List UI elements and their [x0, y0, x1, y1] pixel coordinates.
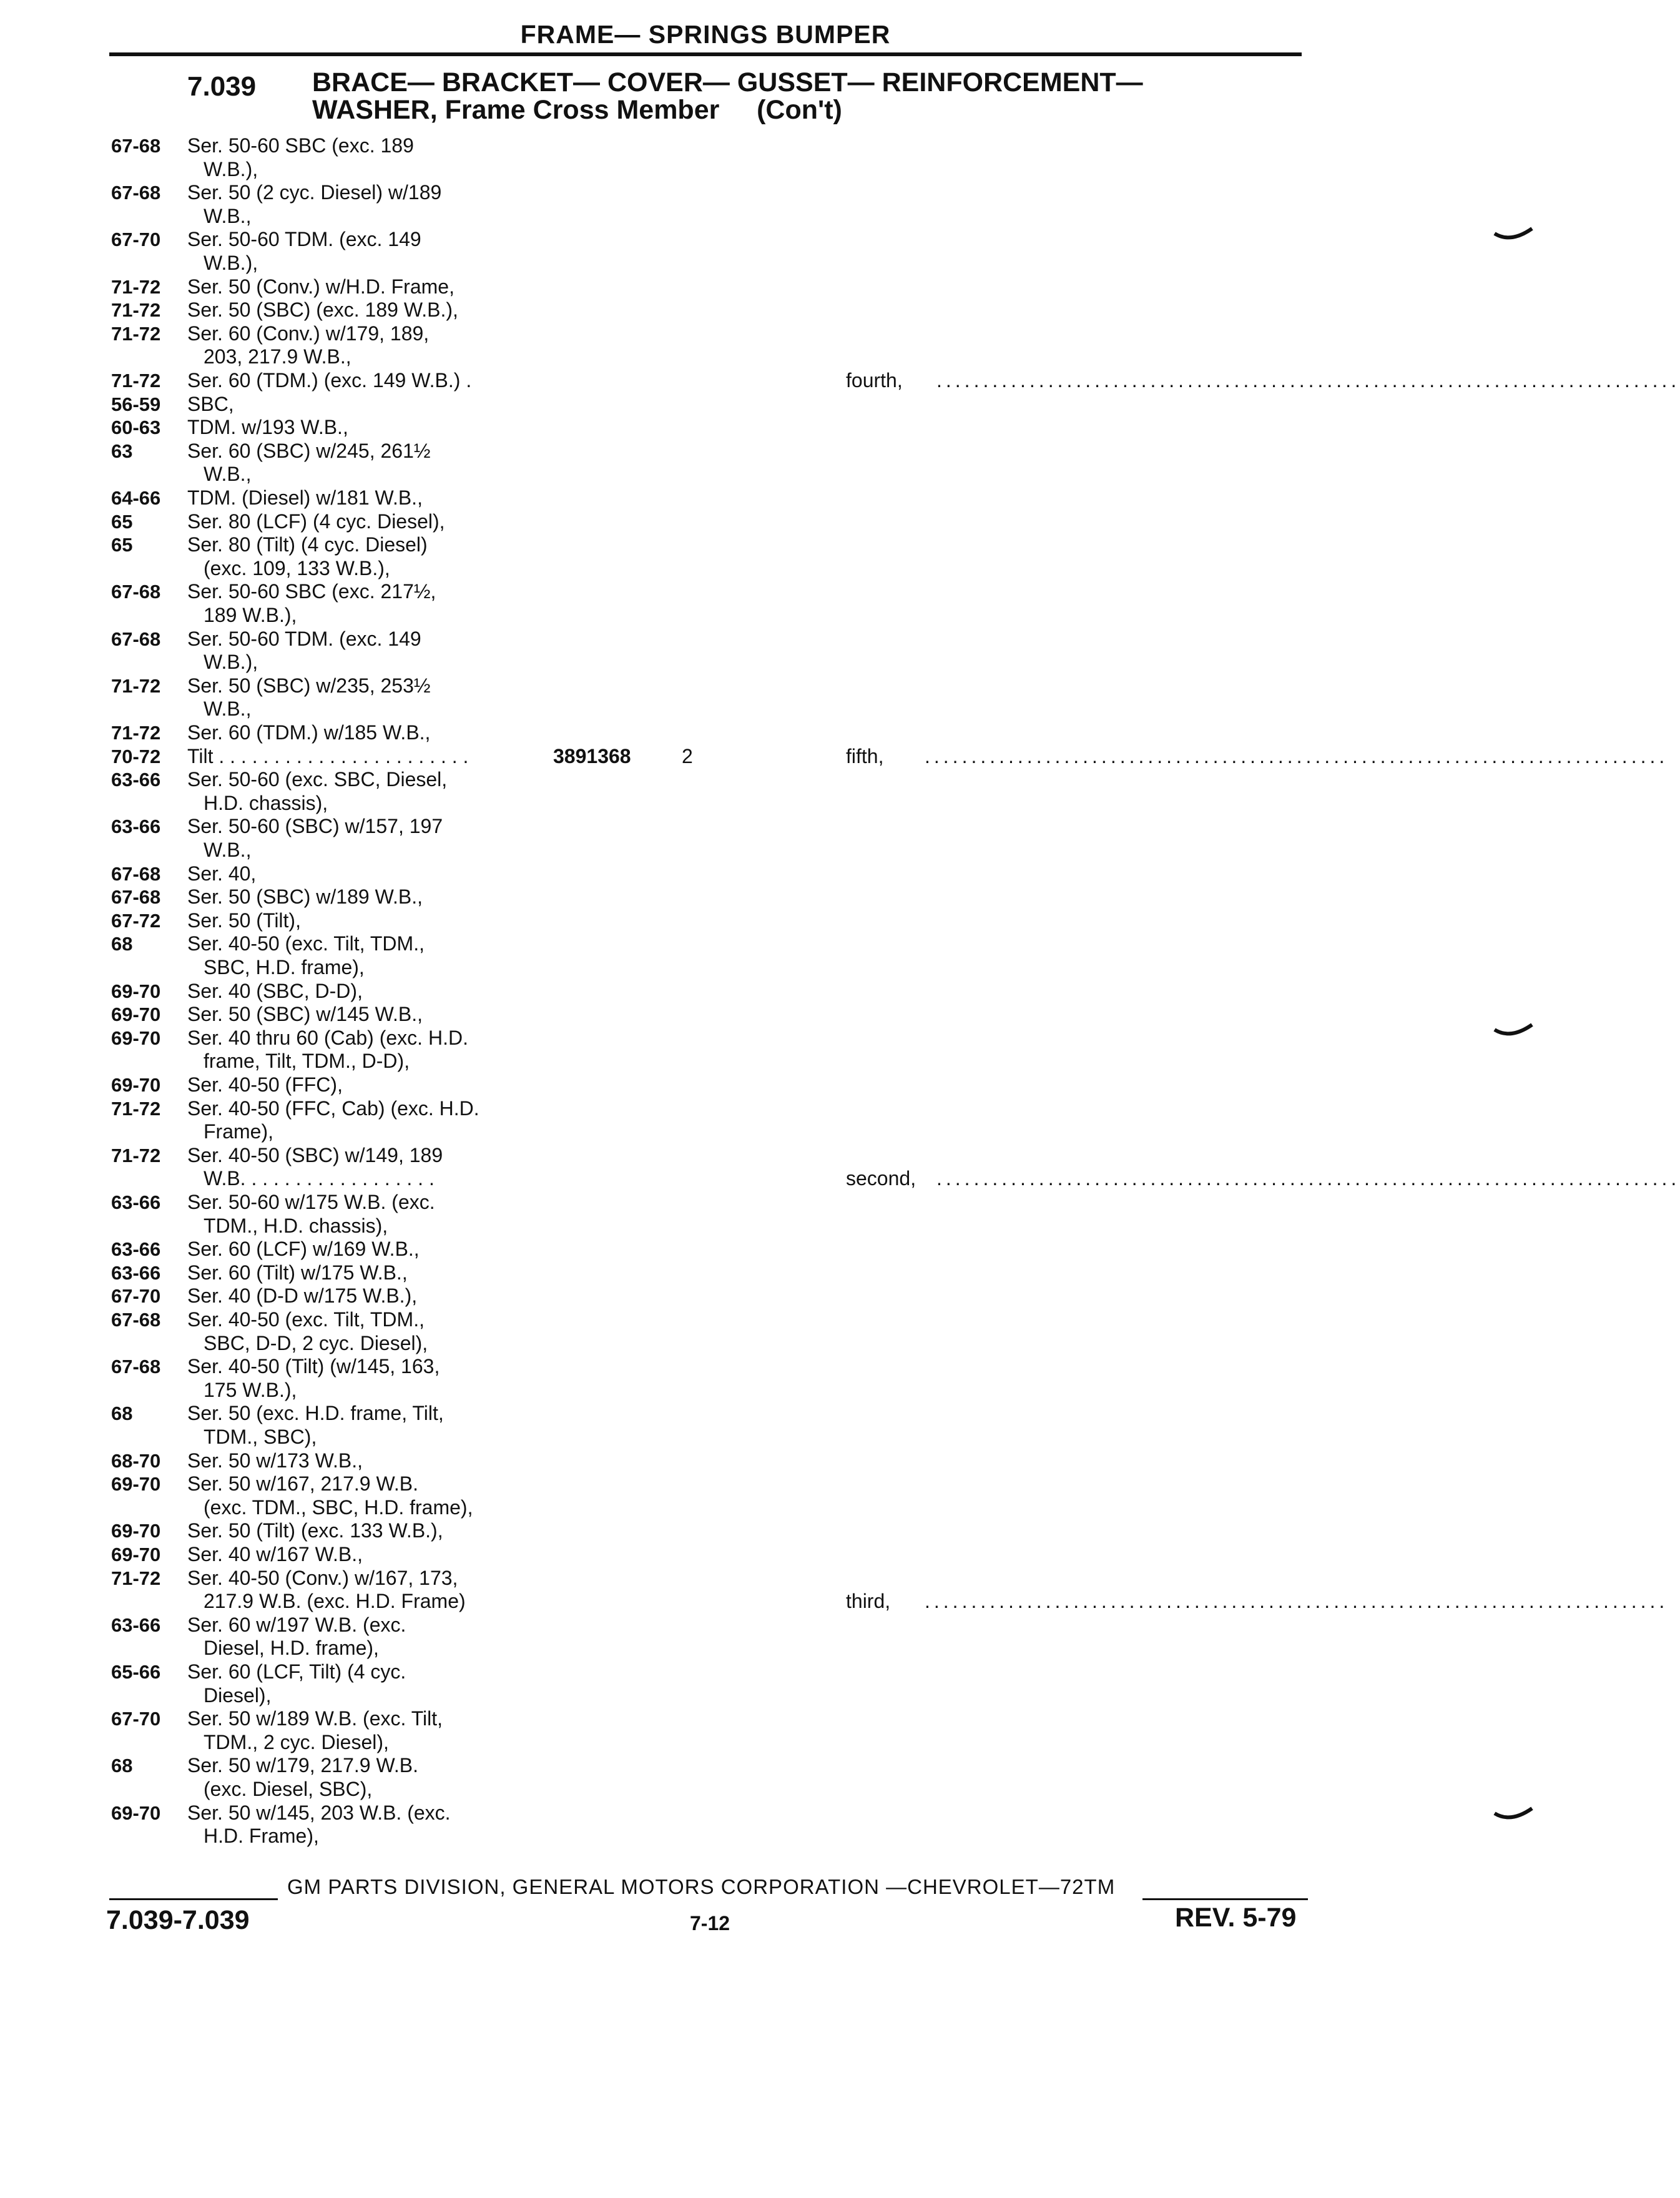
application-text: Ser. 40-50 (FFC), [187, 1073, 343, 1096]
application-text: Ser. 50 (Tilt) (exc. 133 W.B.), [187, 1519, 443, 1542]
list-item [0, 205, 1578, 228]
section-title-line2: WASHER, Frame Cross Member (Con't) [312, 95, 842, 125]
application-text: Ser. 40-50 (exc. Tilt, TDM., [187, 932, 425, 955]
list-item [0, 1426, 1578, 1449]
application-text: TDM., SBC), [204, 1426, 317, 1448]
list-item [0, 792, 1578, 815]
list-item [0, 134, 1578, 157]
application-text: Ser. 50-60 (exc. SBC, Diesel, [187, 768, 448, 791]
list-item [0, 1754, 1578, 1777]
application-text: Ser. 40, [187, 862, 257, 885]
part-number: 3891368 [553, 745, 631, 767]
application-text: Ser. 50 (SBC) w/145 W.B., [187, 1003, 423, 1025]
application-text: Ser. 40 (D-D w/175 W.B.), [187, 1284, 418, 1307]
application-text: Ser. 50-60 (SBC) w/157, 197 [187, 815, 443, 837]
application-text: Ser. 60 (Conv.) w/179, 189, [187, 322, 430, 345]
list-item [0, 580, 1578, 603]
list-item [0, 1684, 1578, 1707]
leader-dots: ................................................................................ [925, 1590, 1669, 1612]
application-text: Ser. 40-50 (exc. Tilt, TDM., [187, 1308, 425, 1331]
list-item [0, 721, 1578, 744]
application-text: Diesel), [204, 1684, 272, 1707]
list-item [0, 885, 1578, 909]
list-item [0, 369, 1680, 392]
application-text: Ser. 60 (SBC) w/245, 261½ [187, 440, 431, 462]
list-item [0, 393, 1578, 416]
leader-dots: ................................................................................ [925, 745, 1669, 767]
list-item [0, 322, 1578, 345]
model-years: 63-66 [111, 816, 161, 837]
binder-tick-mark [1492, 225, 1536, 250]
position-label: second, [846, 1167, 916, 1190]
model-years: 71-72 [111, 276, 161, 298]
list-item [0, 909, 1578, 932]
list-item [0, 1731, 1578, 1754]
list-item [0, 1637, 1578, 1660]
list-item [0, 1238, 1578, 1261]
application-text: Ser. 80 (Tilt) (4 cyc. Diesel) [187, 533, 428, 556]
application-text: W.B., [204, 839, 252, 861]
application-text: TDM. (Diesel) w/181 W.B., [187, 486, 423, 509]
list-item [0, 1167, 1680, 1190]
list-item [0, 628, 1578, 651]
model-years: 69-70 [111, 980, 161, 1002]
binder-tick-mark [1492, 1021, 1536, 1046]
list-item [0, 557, 1578, 580]
list-item [0, 1097, 1578, 1120]
position-label: third, [846, 1590, 891, 1612]
application-text: Ser. 40-50 (SBC) w/149, 189 [187, 1144, 443, 1166]
list-item [0, 1144, 1578, 1167]
list-item [0, 862, 1578, 885]
list-item [0, 1590, 1669, 1613]
model-years: 69-70 [111, 1074, 161, 1096]
application-text: Ser. 40 thru 60 (Cab) (exc. H.D. [187, 1027, 468, 1049]
list-item [0, 1402, 1578, 1425]
list-item [0, 1543, 1578, 1566]
list-item [0, 1379, 1578, 1402]
model-years: 67-68 [111, 1356, 161, 1377]
list-item [0, 768, 1578, 791]
list-item [0, 1825, 1578, 1848]
application-text: 189 W.B.), [204, 604, 297, 626]
list-item [0, 697, 1578, 721]
application-text: Diesel, H.D. frame), [204, 1637, 379, 1659]
footer-revision: REV. 5-79 [1175, 1903, 1297, 1933]
application-text: Ser. 50-60 TDM. (exc. 149 [187, 228, 421, 250]
list-item [0, 158, 1578, 181]
application-text: Ser. 40-50 (Tilt) (w/145, 163, [187, 1355, 440, 1377]
list-item [0, 533, 1578, 556]
application-text: TDM., H.D. chassis), [204, 1215, 388, 1237]
list-item [0, 956, 1578, 979]
list-item [0, 463, 1578, 486]
application-text: Ser. 50-60 w/175 W.B. (exc. [187, 1191, 435, 1213]
model-years: 65-66 [111, 1661, 161, 1683]
leader-dots: ................................................................................ [936, 1167, 1680, 1190]
application-text: Ser. 50 w/145, 203 W.B. (exc. [187, 1801, 451, 1824]
model-years: 63-66 [111, 1614, 161, 1636]
model-years: 56-59 [111, 393, 161, 415]
model-years: 67-70 [111, 1285, 161, 1307]
application-text: Ser. 60 (TDM.) w/185 W.B., [187, 721, 431, 744]
list-item [0, 1778, 1578, 1801]
application-text: Ser. 50 w/173 W.B., [187, 1449, 363, 1472]
model-years: 71-72 [111, 722, 161, 744]
model-years: 65 [111, 534, 133, 556]
application-text: Ser. 50 w/167, 217.9 W.B. [187, 1472, 418, 1495]
model-years: 71-72 [111, 299, 161, 321]
application-text: Ser. 50 (exc. H.D. frame, Tilt, [187, 1402, 444, 1424]
list-item [0, 815, 1578, 838]
application-text: Ser. 40 (SBC, D-D), [187, 980, 363, 1002]
application-text: H.D. chassis), [204, 792, 328, 814]
application-text: Ser. 60 (TDM.) (exc. 149 W.B.) . [187, 369, 472, 392]
list-item [0, 1614, 1578, 1637]
list-item [0, 980, 1578, 1003]
leader-dots: ................................................................................ [936, 369, 1680, 392]
list-item [0, 1355, 1578, 1378]
list-item [0, 1801, 1578, 1825]
binder-tick-mark [1492, 1805, 1536, 1830]
model-years: 71-72 [111, 675, 161, 697]
application-text: Frame), [204, 1120, 273, 1143]
model-years: 71-72 [111, 323, 161, 345]
application-text: Ser. 50 w/189 W.B. (exc. Tilt, [187, 1707, 443, 1730]
application-text: Ser. 50-60 SBC (exc. 189 [187, 134, 414, 157]
model-years: 68 [111, 933, 133, 955]
model-years: 67-68 [111, 135, 161, 157]
model-years: 69-70 [111, 1520, 161, 1542]
model-years: 71-72 [111, 370, 161, 392]
list-item [0, 1472, 1578, 1496]
application-text: Ser. 50 w/179, 217.9 W.B. [187, 1754, 418, 1777]
application-text: Ser. 50 (2 cyc. Diesel) w/189 [187, 181, 442, 204]
model-years: 63 [111, 440, 133, 462]
application-text: 217.9 W.B. (exc. H.D. Frame) [204, 1590, 466, 1612]
application-text: Ser. 60 (LCF) w/169 W.B., [187, 1238, 420, 1260]
list-item [0, 510, 1578, 533]
position-label: fifth, [846, 745, 884, 767]
model-years: 69-70 [111, 1802, 161, 1824]
list-item [0, 1519, 1578, 1542]
model-years: 60-63 [111, 416, 161, 438]
list-item [0, 1073, 1578, 1097]
application-text: W.B., [204, 463, 252, 485]
application-text: Ser. 40 w/167 W.B., [187, 1543, 363, 1565]
application-text: Ser. 80 (LCF) (4 cyc. Diesel), [187, 510, 445, 533]
model-years: 63-66 [111, 1262, 161, 1284]
application-text: Ser. 50 (SBC) (exc. 189 W.B.), [187, 298, 458, 321]
model-years: 69-70 [111, 1027, 161, 1049]
model-years: 65 [111, 511, 133, 533]
model-years: 67-70 [111, 229, 161, 250]
model-years: 70-72 [111, 746, 161, 767]
model-years: 67-68 [111, 886, 161, 908]
application-text: Ser. 50 (SBC) w/189 W.B., [187, 885, 423, 908]
list-item [0, 345, 1578, 368]
footer-section-range: 7.039-7.039 [106, 1905, 250, 1935]
list-item [0, 1284, 1578, 1308]
application-text: 175 W.B.), [204, 1379, 297, 1401]
footer-rule-left [109, 1898, 278, 1900]
model-years: 63-66 [111, 1238, 161, 1260]
list-item [0, 1050, 1578, 1073]
application-text: 203, 217.9 W.B., [204, 345, 351, 368]
application-text: W.B., [204, 205, 252, 227]
application-text: Ser. 50 (Conv.) w/H.D. Frame, [187, 275, 454, 298]
list-item [0, 745, 1669, 768]
model-years: 67-68 [111, 581, 161, 603]
application-text: SBC, H.D. frame), [204, 956, 365, 978]
application-text: W.B., [204, 697, 252, 720]
list-item [0, 1707, 1578, 1730]
application-text: Ser. 60 (LCF, Tilt) (4 cyc. [187, 1660, 406, 1683]
application-text: SBC, [187, 393, 234, 415]
application-text: frame, Tilt, TDM., D-D), [204, 1050, 410, 1072]
model-years: 67-70 [111, 1708, 161, 1730]
model-years: 67-68 [111, 863, 161, 885]
list-item [0, 181, 1578, 204]
application-text: Tilt . . . . . . . . . . . . . . . . . . . . . . . [187, 745, 469, 767]
list-item [0, 1496, 1578, 1519]
model-years: 67-72 [111, 910, 161, 932]
section-number: 7.039 [187, 71, 257, 102]
list-item [0, 1660, 1578, 1683]
application-text: Ser. 50-60 TDM. (exc. 149 [187, 628, 421, 650]
application-text: Ser. 40-50 (Conv.) w/167, 173, [187, 1567, 458, 1589]
application-text: (exc. 109, 133 W.B.), [204, 557, 390, 579]
application-text: Ser. 40-50 (FFC, Cab) (exc. H.D. [187, 1097, 479, 1120]
list-item [0, 1027, 1578, 1050]
model-years: 68-70 [111, 1450, 161, 1472]
application-text: (exc. Diesel, SBC), [204, 1778, 373, 1800]
application-text: W.B.), [204, 651, 258, 673]
list-item [0, 651, 1578, 674]
model-years: 68 [111, 1755, 133, 1777]
list-item [0, 1449, 1578, 1472]
application-text: Ser. 50 (Tilt), [187, 909, 301, 932]
application-text: (exc. TDM., SBC, H.D. frame), [204, 1496, 473, 1519]
list-item [0, 440, 1578, 463]
list-item [0, 252, 1578, 275]
model-years: 67-68 [111, 1309, 161, 1331]
list-item [0, 1261, 1578, 1284]
model-years: 63-66 [111, 1191, 161, 1213]
footer-rule-right [1142, 1898, 1308, 1900]
model-years: 71-72 [111, 1567, 161, 1589]
application-text: TDM. w/193 W.B., [187, 416, 348, 438]
list-item [0, 839, 1578, 862]
quantity: 2 [682, 745, 693, 767]
model-years: 71-72 [111, 1098, 161, 1120]
list-item [0, 275, 1578, 298]
application-text: W.B. . . . . . . . . . . . . . . . . . [204, 1167, 435, 1190]
application-text: Ser. 50-60 SBC (exc. 217½, [187, 580, 436, 603]
list-item [0, 1332, 1578, 1355]
section-title-line1: BRACE— BRACKET— COVER— GUSSET— REINFORCEMENT— [312, 67, 1143, 97]
model-years: 67-68 [111, 628, 161, 650]
page-header: FRAME— SPRINGS BUMPER [520, 20, 891, 49]
position-label: fourth, [846, 369, 903, 392]
application-text: Ser. 60 (Tilt) w/175 W.B., [187, 1261, 408, 1284]
list-item [0, 1003, 1578, 1026]
model-years: 63-66 [111, 769, 161, 791]
list-item [0, 228, 1578, 251]
model-years: 68 [111, 1402, 133, 1424]
list-item [0, 416, 1578, 439]
footer-corporation: GM PARTS DIVISION, GENERAL MOTORS CORPORATION —CHEVROLET—72TM [287, 1875, 1116, 1898]
list-item [0, 932, 1578, 955]
model-years: 71-72 [111, 1145, 161, 1166]
application-text: TDM., 2 cyc. Diesel), [204, 1731, 389, 1753]
application-text: Ser. 60 w/197 W.B. (exc. [187, 1614, 406, 1636]
list-item [0, 486, 1578, 510]
model-years: 67-68 [111, 182, 161, 204]
application-text: Ser. 50 (SBC) w/235, 253½ [187, 674, 431, 697]
application-text: SBC, D-D, 2 cyc. Diesel), [204, 1332, 428, 1354]
list-item [0, 1308, 1578, 1331]
model-years: 69-70 [111, 1544, 161, 1565]
model-years: 69-70 [111, 1003, 161, 1025]
list-item [0, 1191, 1578, 1214]
list-item [0, 1567, 1578, 1590]
footer-page-number: 7-12 [690, 1912, 730, 1934]
list-item [0, 1215, 1578, 1238]
application-text: H.D. Frame), [204, 1825, 319, 1847]
application-text: W.B.), [204, 158, 258, 180]
application-text: W.B.), [204, 252, 258, 274]
list-item [0, 604, 1578, 627]
list-item [0, 674, 1578, 697]
model-years: 69-70 [111, 1473, 161, 1495]
list-item [0, 298, 1578, 322]
list-item [0, 1120, 1578, 1143]
model-years: 64-66 [111, 487, 161, 509]
